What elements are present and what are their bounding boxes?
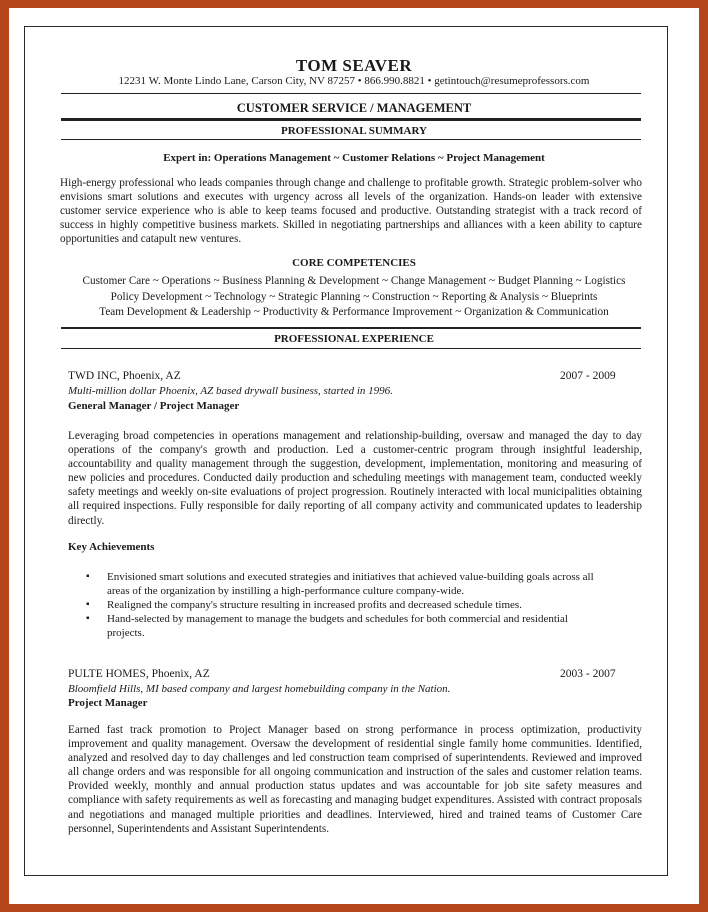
divider [61,139,641,140]
expert-in-line: Expert in: Operations Management ~ Customer Relations ~ Project Management [163,152,545,164]
achievement-item: ▪ Realigned the company's structure resulting in increased profits and decreased schedule times. [86,598,606,612]
divider [61,348,641,349]
job-role: Project Manager [68,697,148,709]
job-dates: 2007 - 2009 [560,370,616,382]
job-description: Multi-million dollar Phoenix, AZ based drywall business, started in 1996. [68,385,393,397]
achievement-item: ▪ Hand-selected by management to manage the budgets and schedules for both commercial and residential projects. [86,612,606,640]
job-dates: 2003 - 2007 [560,668,616,680]
divider [61,93,641,94]
experience-heading: PROFESSIONAL EXPERIENCE [274,333,434,345]
job-company: TWD INC, Phoenix, AZ [68,370,181,382]
divider [61,118,641,121]
job-paragraph: Leveraging broad competencies in operations management and relationship-building, oversaw and managed the day to day operations of the company's growth and production. Led a customer-centric program through insightful leadership, accountability and quality management through the suggestion, development, implementation, monitoring and measuring of new policies and procedures. Conducted daily production and scheduling meetings with management team, conducted weekly safety meetings and weekly on-site evaluations of project progression. Routinely interacted with local municipalities obtaining all required inspections. Fully responsible for daily reporting of all company activity and communicated updates to leadership directly. [68,430,642,527]
competencies-line: Policy Development ~ Technology ~ Strategic Planning ~ Construction ~ Reporting & Analysis ~ Blueprints [110,291,598,303]
candidate-name: TOM SEAVER [295,56,413,75]
competencies-heading: CORE COMPETENCIES [292,257,416,269]
job-paragraph: Earned fast track promotion to Project Manager based on strong performance in process optimization, productivity improvement and quality management. Oversaw the development of residential single family home communities. Identified, analyzed and resolved day to day challenges and led construction team comprised of superintendents. Reviewed and improved all change orders and was responsible for all ongoing communication and instruction of the sales and customer relation teams. Provided weekly, monthly and annual production status updates and was accountable for job site safety measures and compliance with safety requirements as well as forecasting and managing budget expenditures. Assisted with contract proposals and negotiations and managed multiple priorities and deadlines. Interviewed, hired and trained teams of Customer Care personnel, Superintendents and Assistant Superintendents. [68,724,642,835]
divider [61,327,641,329]
achievement-item: ▪ Envisioned smart solutions and executed strategies and initiatives that achieved value-building goals across all areas of the organization by instilling a high-performance culture company-wide. [86,570,606,598]
achievements-list [86,570,606,640]
summary-paragraph: High-energy professional who leads companies through change and challenge to profitable growth. Strategic problem-solver who envisions smart solutions and executes with urgency across all levels of the organization. Hands-on leader with extensive customer service experience who is able to keep teams focused and productive. Outstanding strategist with a track record of success in highly competitive business markets. Skilled in negotiating partnerships and alliances with a keen ability to capture opportunities and catapult new ventures. [60,177,642,246]
competencies-line: Team Development & Leadership ~ Productivity & Performance Improvement ~ Organization & Communication [99,306,609,318]
job-description: Bloomfield Hills, MI based company and largest homebuilding company in the Nation. [68,683,451,695]
resume-title: CUSTOMER SERVICE / MANAGEMENT [236,101,472,115]
job-company: PULTE HOMES, Phoenix, AZ [68,668,210,680]
summary-heading: PROFESSIONAL SUMMARY [281,125,427,137]
job-role: General Manager / Project Manager [68,400,240,412]
contact-info: 12231 W. Monte Lindo Lane, Carson City, NV 87257 • 866.990.8821 • getintouch@resumeprofessors.com [118,75,590,87]
competencies-line: Customer Care ~ Operations ~ Business Planning & Development ~ Change Management ~ Budget Planning ~ Logistics [82,275,626,287]
achievements-heading: Key Achievements [68,541,155,553]
